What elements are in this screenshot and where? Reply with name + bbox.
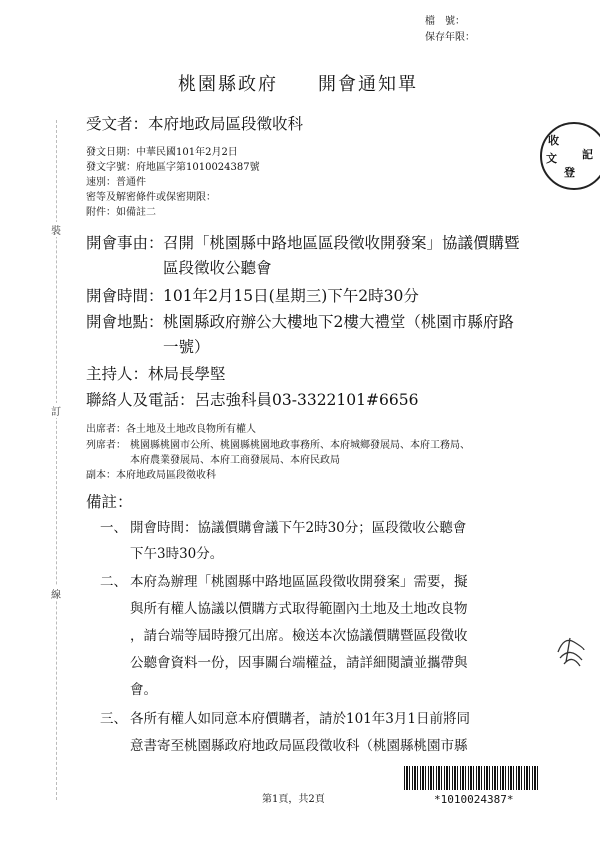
attendees-value: 各土地及土地改良物所有權人 <box>126 424 256 435</box>
note2-line1: 本府為辦理「桃園縣中路地區區段徵收開發案」需要，擬 <box>130 574 468 590</box>
note3-number: 三、 <box>100 711 127 727</box>
handwritten-mark-icon <box>552 632 590 670</box>
note2-line5: 會。 <box>130 682 157 698</box>
contact-value: 呂志強科員03-3322101#6656 <box>194 391 419 409</box>
urgency <box>86 173 146 188</box>
meeting-time-label: 開會時間： <box>86 287 164 305</box>
observers-line1: 桃園縣桃園市公所、桃園縣桃園地政事務所、本府城鄉發展局、本府工務局、 <box>130 440 470 451</box>
observers-line2: 本府農業發展局、本府工商發展局、本府民政局 <box>130 455 340 466</box>
contact-line <box>86 388 418 410</box>
meeting-subject-line1: 召開「桃園縣中路地區區段徵收開發案」協議價購暨 <box>163 234 520 252</box>
document-number <box>86 158 260 173</box>
attendees-label: 出席者： <box>86 424 126 435</box>
issue-date-label: 發文日期： <box>86 147 136 158</box>
document-title-type: 開會通知單 <box>318 74 418 95</box>
meeting-place-label: 開會地點： <box>86 313 164 331</box>
meeting-place-line1: 桃園縣政府辦公大樓地下2樓大禮堂（桃園市縣府路 <box>163 313 514 331</box>
note2-number: 二、 <box>100 574 127 590</box>
document-number-label: 發文字號： <box>86 162 136 173</box>
attachment <box>86 203 156 218</box>
note2-line2: 與所有權人協議以價購方式取得範圍內土地及土地改良物 <box>130 601 468 617</box>
note1-line2: 下午3時30分。 <box>130 546 224 562</box>
binding-mark-ding: 訂 <box>51 403 61 418</box>
recipient-line <box>86 112 303 134</box>
copy-to-label: 副本： <box>86 470 116 481</box>
chairperson-label: 主持人： <box>86 365 149 383</box>
note1-line1: 開會時間：協議價購會議下午2時30分；區段徵收公聽會 <box>130 520 467 536</box>
meeting-place-line2: 一號） <box>163 338 210 356</box>
note2-line4: 公聽會資料一份，因事關台端權益，請詳細閱讀並攜帶與 <box>130 655 468 671</box>
retention-period-label: 保存年限： <box>425 32 475 43</box>
recipient-label: 受文者： <box>86 115 149 133</box>
attendees-line <box>86 420 256 435</box>
file-number-label: 檔 號： <box>425 16 465 27</box>
urgency-label: 速別： <box>86 177 116 188</box>
attachment-label: 附件： <box>86 207 116 218</box>
document-number-value: 府地區字第1010024387號 <box>136 162 260 173</box>
note3-line2: 意書寄至桃園縣政府地政局區段徵收科（桃園縣桃園市縣 <box>130 738 468 754</box>
page-number: 第1頁，共2頁 <box>262 794 325 805</box>
classification-label: 密等及解密條件或保密期限： <box>86 192 216 203</box>
copy-to-value: 本府地政局區段徵收科 <box>116 470 216 481</box>
document-title-org: 桃園縣政府 <box>178 74 278 95</box>
contact-label: 聯絡人及電話： <box>86 391 195 409</box>
issue-date-value: 中華民國101年2月2日 <box>136 147 238 158</box>
barcode-icon <box>404 766 538 790</box>
meeting-time-value: 101年2月15日(星期三)下午2時30分 <box>163 287 419 305</box>
meeting-subject-label: 開會事由： <box>86 234 164 252</box>
barcode-text: *1010024387* <box>434 793 514 806</box>
meeting-subject-line2: 區段徵收公聽會 <box>163 259 272 277</box>
notes-heading: 備註： <box>86 493 133 511</box>
binding-mark-zhuang: 裝 <box>51 222 61 237</box>
classification <box>86 188 216 203</box>
urgency-value: 普通件 <box>116 177 146 188</box>
observers-label: 列席者： <box>86 440 126 451</box>
recipient-value: 本府地政局區段徵收科 <box>148 115 304 133</box>
chairperson-line <box>86 362 226 384</box>
received-stamp: 收 文 登 記 <box>540 122 600 190</box>
note1-number: 一、 <box>100 520 127 536</box>
chairperson-value: 林局長學堅 <box>148 365 226 383</box>
note3-line1: 各所有權人如同意本府價購者，請於101年3月1日前將同 <box>130 711 470 727</box>
attachment-value: 如備註二 <box>116 207 156 218</box>
issue-date <box>86 143 238 158</box>
copy-to-line <box>86 466 216 481</box>
note2-line3: ，請台端等屆時撥冗出席。檢送本次協議價購暨區段徵收 <box>130 628 468 644</box>
binding-mark-xian: 線 <box>51 586 61 601</box>
